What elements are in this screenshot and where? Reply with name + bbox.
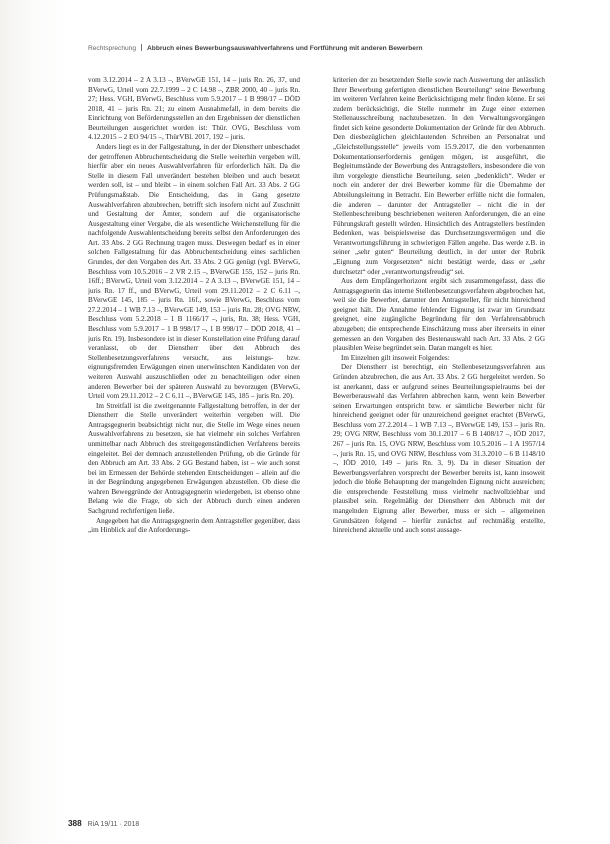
text-column-right — [333, 76, 545, 816]
paragraph: Aus dem Empfängerhorizont ergibt sich zusammengefasst, dass die Antragsgegnerin das interne Stellenbesetzungsverfahren abgebrochen hat, weil sie die Bewerber, darunter den Antragsteller, für nicht hinreichend geeignet hält. Die Annahme fehlender Eignung ist zwar im Grundsatz geeignet, eine zugängliche Begründung für den Verfahrensabbruch abzugeben; die entsprechende Einschätzung muss aber ihrerseits in einer gemessen an den Vorgaben des Bestenauswahl nach Art. 33 Abs. 2 GG plausiblen Weise begründet sein. Daran mangelt es hier. — [333, 277, 545, 353]
paragraph: Der Dienstherr ist berechtigt, ein Stellenbesetzungsverfahren aus Gründen abzubrechen, die aus Art. 33 Abs. 2 GG hergeleitet werden. So ist anerkannt, dass er aufgrund seines Beurteilungsspielraums bei der Bewerberauswahl das Verfahren abbrechen kann, wenn kein Bewerber seinen Erwartungen entspricht bzw. er sämtliche Bewerber nicht für hinreichend geeignet oder für unzureichend geeignet erachtet (BVerwG, Beschluss vom 27.2.2014 – 1 WB 7.13 –, BVerwGE 149, 153 – juris Rn. 29; OVG NRW, Beschluss vom 30.1.2017 – 6 B 1408/17 –, IÖD 2017, 267 – juris Rn. 15, OVG NRW, Beschluss vom 10.5.2016 – 1 A 1957/14 –, juris Rn. 15, und OVG NRW, Beschluss vom 31.3.2010 – 6 B 1148/10 –, IÖD 2010, 149 – juris Rn. 3, 9). Da in dieser Situation der Bewerbungsverfahren vorsprecht der Bewerber bereits ist, kann insoweit jedoch die bloße Behauptung der mangelnden Eignung nicht ausreichen; die entsprechende Feststellung muss vielmehr nachvollziehbar und plausibel sein. Regelmäßig der Dienstherr den Abbruch mit der mangelnden Eignung aller Bewerber, muss er sich – allgemeinen Grundsätzen folgend – hierfür zunächst auf rechtmäßig erstellte, hinreichend aktuelle und auch sonst aussage- — [333, 363, 545, 535]
paragraph: kriterien der zu besetzenden Stelle sowie nach Auswertung der anlässlich Ihrer Bewerbung gefertigten dienstlichen Beurteilung“ seine Bewerbung im weiteren Verfahren keine Berücksichtigung mehr finden könne. Er sei zudem berücksichtigt, die Stelle nunmehr im Zuge einer externen Stellenausschreibung nachzubesetzen. In den Verwaltungsvorgängen findet sich keine gesonderte Dokumentation der Gründe für den Abbruch. Den diesbezüglichen gleichlautenden Schreiben an Personalrat und „Gleichstellungsstelle“ jeweils vom 15.9.2017, die den vorbenannten Dokumentationserfordernis genügen mögen, ist ausgeführt, die Begleitumstände der Bewerbung des Antragstellers, insbesondere die von ihm vorgelegte dienstliche Beurteilung, seien „bedenklich“. Weder er noch ein anderer der drei Bewerber komme für die Übernahme der Abteilungsleitung in Betracht. Ein Bewerber erfülle nicht die formalen, die anderen – darunter der Antragsteller – nicht die in der Stellenbeschreibung beschriebenen weiteren Anforderungen, die an eine Führungskraft gestellt würden. Hinsichtlich des Antragstellers bestünden Bedenken, was beispielsweise das Durchsetzungsvermögen und die Verantwortungsführung in schwierigen Fällen angehe. Das werde z.B. in seiner „sehr guten“ Beurteilung deutlich, in der unter der Rubrik „Eignung zum Vorgesetzten“ nicht bestätigt werde, dass er „sehr durchsetzt“ oder „verantwortungsfreudig“ sei. — [333, 76, 545, 276]
header-separator — [141, 44, 142, 51]
running-header — [88, 44, 558, 52]
header-section: Rechtsprechung — [88, 45, 137, 52]
text-column-left — [88, 76, 300, 816]
paragraph: vom 3.12.2014 – 2 A 3.13 –, BVerwGE 151, 14 – juris Rn. 26, 37, und BVerwG, Urteil vom 22.7.1999 – 2 C 14.98 –, ZBR 2000, 40 – juris Rn. 27; Hess. VGH, BVerwG, Beschluss vom 5.9.2017 – 1 B 998/17 – DÖD 2018, 41 – juris Rn. 21; zu einem Ausnahmefall, in dem bereits die Einrichtung von Beförderungsstellen an den Ergebnissen der dienstlichen Beurteilungen ausgerichtet worden ist: Thür. OVG, Beschluss vom 4.12.2015 – 2 EO 94/15 –, ThürVBl. 2017, 192 – juris. — [88, 76, 300, 142]
paragraph: Im Einzelnen gilt insoweit Folgendes: — [341, 353, 450, 362]
paragraph: Angegeben hat die Antragsgegnerin dem Antragsteller gegenüber, dass „im Hinblick auf die Anforderungs- — [88, 516, 300, 535]
header-title: Abbruch eines Bewerbungsauswahlverfahrens und Fortführung mit anderen Bewerbern — [147, 45, 423, 52]
paragraph: Anders liegt es in der Fallgestaltung, in der der Dienstherr unbeschadet der getroffenen Abbruchentscheidung die Stelle weiterhin vergeben will, hierfür aber ein neues Auswahlverfahren für erforderlich hält. Da die Stelle in diesem Fall unverändert bestehen bleiben und auch besetzt werden soll, ist – und bleibt – in einem solchen Fall Art. 33 Abs. 2 GG Prüfungsmaßstab. Die Entscheidung, das in Gang gesetzte Auswahlverfahren abzubrechen, betrifft sich insofern nicht auf Zuschnitt und Gestaltung der Ämter, sondern auf die organisatorische Ausgestaltung einer Vergabe, die als wesentliche Weichenstellung für die nachfolgende Auswahlentscheidung bereits selbst den Anforderungen des Art. 33 Abs. 2 GG Rechnung tragen muss. Deswegen bedarf es in einer solchen Fallgestaltung für das Abbruchentscheidung eines sachlichen Grundes, der den Vorgaben des Art. 33 Abs. 2 GG genügt (vgl. BVerwG, Beschluss vom 10.5.2016 – 2 VR 2.15 –, BVerwGE 155, 152 – juris Rn. 16ff.; BVerwG, Urteil vom 3.12.2014 – 2 A 3.13 –, BVerwGE 151, 14 – juris Rn. 17 ff., und BVerwG, Urteil vom 29.11.2012 – 2 C 6.11 –, BVerwGE 145, 185 – juris Rn. 16f., sowie BVerwG, Beschluss vom 27.2.2014 – 1 WB 7.13 –, BVerwGE 149, 153 – juris Rn. 28; OVG NRW, Beschluss vom 5.2.2018 – 1 B 1166/17 –, juris, Rn. 38; Hess. VGH, Beschluss vom 5.9.2017 – 1 B 998/17 –, 1 B 998/17 – DÖD 2018, 41 – juris Rn. 19). Insbesondere ist in dieser Konstellation eine Prüfung darauf veranlasst, ob der Dienstherr über den Abbruch des Stellenbesetzungsverfahrens versucht, aus leistungs- bzw. eignungsfremden Erwägungen einen unerwünschten Kandidaten von der weiteren Auswahl auszuschließen oder zu benachteiligen oder einen anderen Bewerber bei der späteren Auswahl zu bevorzugen (BVerwG, Urteil vom 29.11.2012 – 2 C 6.11 –, BVerwGE 145, 185 – juris Rn. 20). — [88, 143, 300, 401]
page-footer — [68, 819, 139, 828]
journal-reference: RiA 19/11 · 2018 — [87, 821, 140, 828]
page-number: 388 — [68, 819, 82, 828]
paragraph: Im Streitfall ist die zweitgenannte Fallgestaltung betroffen, in der der Dienstherr die Stelle unverändert weiterhin vergeben will. Die Antragsgegnerin beabsichtigt nicht nur, die Stelle im Wege eines neuen Auswahlverfahrens zu besetzen, sie hat vielmehr ein solches Verfahren unmittelbar nach Abbruch des streitgegenständlichen Verfahrens bereits eingeleitet. Bei der demnach anzustellenden Prüfung, ob die Gründe für den Abbruch am Art. 33 Abs. 2 GG Bestand haben, ist – wie auch sonst bei im Ermessen der Behörde stehenden Entscheidungen – allein auf die in der Begründung angegebenen Erwägungen abzustellen. Ob diese die wahren Beweggründe der Antragsgegnerin wiedergeben, ist ebenso ohne Belang wie die Frage, ob sich der Abbruch durch einen anderen Sachgrund rechtfertigen ließe. — [88, 401, 300, 516]
